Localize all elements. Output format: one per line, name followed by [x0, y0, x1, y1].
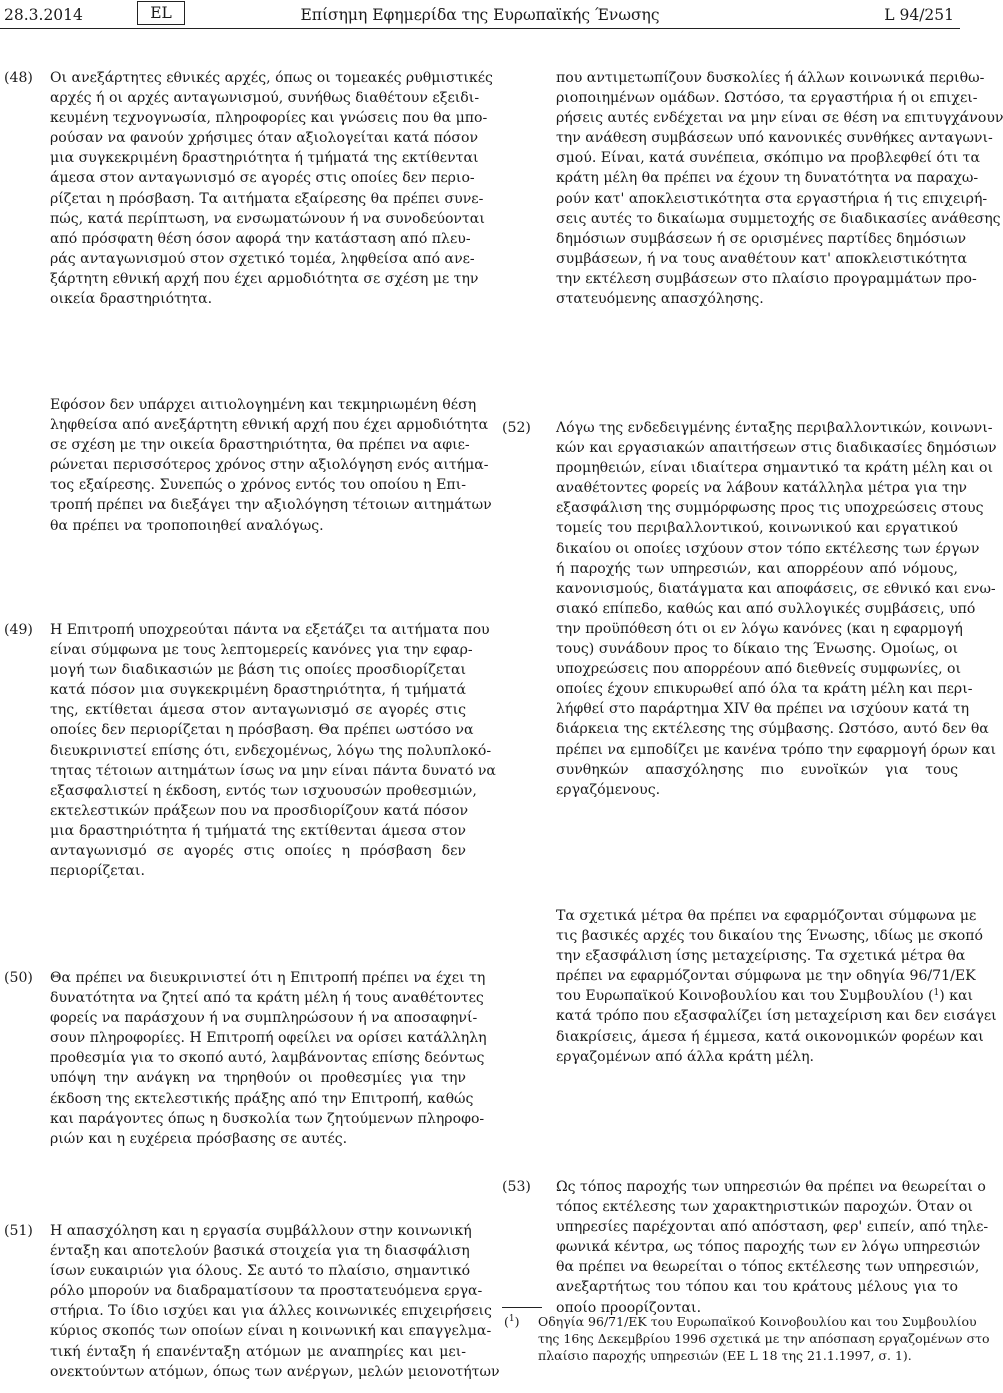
recital-51-text [50, 1221, 500, 1382]
recital-48-continuation [50, 395, 492, 536]
text-line: τική ένταξη ή επανένταξη ατόμων με αναπηρίες και μει- [50, 1343, 466, 1360]
text-line: σμού. Είναι, κατά συνέπεια, σκόπιμο να προβλεφθεί ότι τα [556, 150, 980, 167]
text-line: ρούσαν να φανούν χρήσιμες όταν αξιολογείται κατά πόσον [50, 130, 479, 147]
text-line: κράτη μέλη θα πρέπει να έχουν τη δυνατότητα να παραχω- [556, 170, 979, 187]
text-line: φορείς να παράσχουν ή να συμπληρώσουν ή να αποσαφηνί- [50, 1010, 478, 1027]
recital-number-53: (53) [502, 1179, 531, 1195]
text-line: Εφόσον δεν υπάρχει αιτιολογημένη και τεκμηριωμένη θέση [50, 397, 477, 413]
text-line: της 16ης Δεκεμβρίου 1996 σχετικά με την απόσπαση εργαζομένων στο [538, 1331, 990, 1346]
text-line: τόπος εκτέλεσης των χαρακτηριστικών παροχών. Όταν οι [556, 1199, 973, 1216]
text-line: την ανάθεση συμβάσεων υπό κανονικές συνθήκες ανταγωνι- [556, 130, 993, 147]
footnote-number: 1 [508, 1314, 515, 1324]
text-line: αρχές ή οι αρχές ανταγωνισμού, συνήθως διαθέτουν εξειδι- [50, 90, 480, 107]
text-line: Θα πρέπει να διευκρινιστεί ότι η Επιτροπή πρέπει να έχει τη [50, 970, 486, 986]
text-line: την εκτέλεση συμβάσεων στο πλαίσιο προγραμμάτων προ- [556, 270, 977, 287]
text-line: σε σχέση με την οικεία δραστηριότητα, θα πρέπει να αφιε- [50, 437, 470, 454]
text-line: της, εκτίθεται άμεσα στον ανταγωνισμό σε αγορές στις [50, 702, 466, 719]
text-line: διακρίσεις, άμεσα ή έμμεσα, κατά οικονομικών φορέων και [556, 1028, 984, 1045]
text-line: συμβάσεων, ή να τους αναθέτουν κατ' αποκλειστικότητα [556, 250, 968, 267]
text-line: διευκρινιστεί επίσης ότι, ενδεχομένως, λόγω της πολυπλοκό- [50, 742, 492, 759]
text-line: εργαζομένων από άλλα κράτη μέλη. [556, 1048, 814, 1065]
text-line: εργαζόμενους. [556, 781, 661, 798]
page-header [0, 0, 960, 28]
recital-49-text [50, 620, 496, 881]
text-line: κών και εργασιακών απαιτήσεων στις διαδικασίες δημόσιων [556, 440, 997, 457]
text-line: έκδοση της εκτελεστικής πράξης από την Επιτροπή, καθώς [50, 1090, 474, 1107]
text-line: σεις αυτές το δικαίωμα συμμετοχής σε διαδικασίες ανάθεσης [556, 210, 1001, 227]
footnote-paren: ( [504, 1314, 509, 1329]
text-line: Ως τόπος παροχής των υπηρεσιών θα πρέπει να θεωρείται ο [556, 1179, 986, 1195]
text-line: ριών και η ευχέρεια πρόσβασης σε αυτές. [50, 1130, 348, 1147]
text-line: οποίες δεν περιορίζεται η πρόσβαση. Θα πρέπει ωστόσο να [50, 722, 474, 739]
text-line: κανονισμούς, διατάγματα και αποφάσεις, σε εθνικό και ενω- [556, 580, 996, 597]
text-line: αναθέτοντες φορείς να λάβουν κατάλληλα μέτρα για την [556, 480, 967, 497]
text-line: υπόψη την ανάγκη να τηρηθούν οι προθεσμίες για την [50, 1070, 466, 1087]
text-line: την εξασφάλιση ίσης μεταχείρισης. Τα σχετικά μέτρα θα [556, 948, 966, 965]
footnote-separator [502, 1307, 542, 1308]
text-line: στατευόμενης απασχόλησης. [556, 291, 764, 308]
text-line: ληφθείσα από ανεξάρτητη εθνική αρχή που έχει αρμοδιότητα [50, 417, 489, 434]
text-line: εκτελεστικών πράξεων που να προσδιορίζουν κατά πόσον [50, 802, 469, 819]
text-line: ονεκτούντων ατόμων, όπως των ανέργων, μελών μειονοτήτων [50, 1363, 500, 1380]
text-line: ριοποιημένων ομάδων. Ωστόσο, τα εργαστήρια ή οι επιχει- [556, 90, 978, 107]
recital-53-text [556, 1177, 989, 1318]
text-line: ανεξαρτήτως του τόπου και του κράτους μέλους για το [556, 1279, 958, 1296]
text-line: δυνατότητα να ζητεί από τα κράτη μέλη ή τους αναθέτοντες [50, 990, 484, 1007]
text-line: δικαίου οι οποίες ισχύουν στον τόπο εκτέλεσης των έργων [556, 540, 980, 557]
text-line: σουν πληροφορίες. Η Επιτροπή οφείλει να ορίσει κατάλληλη [50, 1030, 487, 1047]
text-line: τητας τέτοιων αιτημάτων ίσως να μην είναι πάντα δυνατό να [50, 762, 496, 779]
recital-52-continuation [556, 906, 997, 1067]
text-line: θα πρέπει να θεωρείται ο τόπος εκτέλεσης των υπηρεσιών, [556, 1259, 980, 1276]
text-line: ράς ανταγωνισμού στον σχετικό τομέα, ληφθείσα από ανε- [50, 250, 475, 267]
recital-number-52: (52) [502, 420, 531, 436]
text-line: εξασφάλιση της συμμόρφωσης προς τις υποχρεώσεις στους [556, 500, 984, 517]
text-line: Οι ανεξάρτητες εθνικές αρχές, όπως οι τομεακές ρυθμιστικές [50, 70, 493, 86]
journal-title: Επίσημη Εφημερίδα της Ευρωπαϊκής Ένωσης [300, 6, 660, 24]
text-line: ανταγωνισμό σε αγορές στις οποίες η πρόσβαση δεν [50, 843, 466, 860]
header-date: 28.3.2014 [4, 6, 83, 24]
recital-50-text [50, 968, 487, 1149]
text-line: σιακό επίπεδο, καθώς και από συλλογικές συμβάσεις, υπό [556, 600, 976, 617]
recital-number-48: (48) [4, 70, 33, 86]
text-line: μια συγκεκριμένη δραστηριότητα ή τμήματά της εκτίθενται [50, 150, 479, 167]
text-line: οποίες έχουν επικυρωθεί από όλα τα κράτη μέλη και περι- [556, 681, 973, 698]
text-line: ρούν κατ' αποκλειστικότητα στα εργαστήρια ή τις επιχειρή- [556, 190, 988, 207]
text-line: ξάρτητη εθνική αρχή που έχει αρμοδιότητα σε σχέση με την [50, 270, 479, 287]
text-line: τος εξαίρεσης. Συνεπώς ο χρόνος εντός του οποίου η Επι- [50, 477, 466, 494]
text-line: ίσων ευκαιριών για όλους. Σε αυτό το πλαίσιο, σημαντικό [50, 1263, 471, 1280]
text-line: προθεσμία για το σκοπό αυτό, λαμβάνοντας επίσης δεόντως [50, 1050, 485, 1067]
text-line: τις βασικές αρχές του δικαίου της Ένωσης, ιδίως με σκοπό [556, 928, 984, 945]
text-line: ρώνεται περισσότερος χρόνος στην αξιολόγηση ενός αιτήμα- [50, 457, 489, 474]
text-fragment: του Ευρωπαϊκού Κοινοβουλίου και του Συμβουλίου ( [556, 988, 934, 1005]
footnote-marker [504, 1313, 520, 1330]
header-rule [0, 28, 960, 29]
text-line: από πρόσφατη θέση όσον αφορά την κατάσταση από πλευ- [50, 230, 471, 247]
text-line: υπηρεσίες παρέχονται από απόσταση, φερ' ειπείν, από τηλε- [556, 1219, 989, 1236]
text-line: τομείς του περιβαλλοντικού, κοινωνικού και εργατικού [556, 520, 958, 537]
text-line: ρίζεται η πρόσβαση. Τα αιτήματα εξαίρεσης θα πρέπει συνε- [50, 190, 484, 207]
page-reference: L 94/251 [884, 6, 954, 24]
text-line: και παράγοντες όπως η δυσκολία των ζητούμενων πληροφο- [50, 1110, 485, 1127]
text-line: πρέπει να εμποδίζει με κανένα τρόπο την εφαρμογή όρων και [556, 741, 997, 758]
text-line: Τα σχετικά μέτρα θα πρέπει να εφαρμόζονται σύμφωνα με [556, 908, 977, 924]
text-line: ή παροχής των υπηρεσιών, και απορρέουν από νόμους, [556, 560, 958, 577]
text-line: οποίο προορίζονται. [556, 1299, 702, 1316]
footnote-paren: ) [514, 1314, 520, 1329]
text-line: κευμένη τεχνογνωσία, πληροφορίες και γνώσεις που θα μπο- [50, 110, 488, 127]
text-line: οικεία δραστηριότητα. [50, 291, 213, 308]
text-line: άμεσα στον ανταγωνισμό σε αγορές στις οποίες δεν περιο- [50, 170, 475, 187]
text-line: πρέπει να εφαρμόζονται σύμφωνα με την οδηγία 96/71/ΕΚ [556, 968, 976, 985]
text-line: μογή των διαδικασιών με βάση τις οποίες προσδιορίζεται [50, 662, 466, 679]
text-line: λήφθεί στο παράρτημα XIV θα πρέπει να ισχύουν κατά τη [556, 701, 970, 718]
text-line: στήρια. Το ίδιο ισχύει και για άλλες κοινωνικές επιχειρήσεις [50, 1303, 492, 1320]
recital-number-51: (51) [4, 1223, 33, 1239]
recital-number-50: (50) [4, 970, 33, 986]
text-line: Η Επιτροπή υποχρεούται πάντα να εξετάζει τα αιτήματα που [50, 622, 490, 638]
text-line: που αντιμετωπίζουν δυσκολίες ή άλλων κοινωνικά περιθω- [556, 70, 985, 86]
text-line: θα πρέπει να τροποποιηθεί αναλόγως. [50, 517, 324, 534]
text-line: ρόλο μπορούν να διαδραματίσουν τα προστατευόμενα εργα- [50, 1283, 483, 1300]
text-line: Οδηγία 96/71/ΕΚ του Ευρωπαϊκού Κοινοβουλίου και του Συμβουλίου [538, 1314, 977, 1329]
recital-52-text [556, 418, 997, 800]
text-line: μια δραστηριότητα ή τμήματά της εκτίθενται άμεσα στον [50, 822, 466, 839]
text-line: τους) συνάδουν προς το δίκαιο της Ένωσης. Ομοίως, οι [556, 641, 958, 658]
text-line: τροπή πρέπει να διεξάγει την αξιολόγηση τέτοιων αιτημάτων [50, 497, 492, 514]
text-line: εξασφαλιστεί η έκδοση, εντός των ισχυουσών προθεσμιών, [50, 782, 477, 799]
text-line: Η απασχόληση και η εργασία συμβάλλουν στην κοινωνική [50, 1223, 472, 1239]
text-line: ένταξη και αποτελούν βασικά στοιχεία για τη διασφάλιση [50, 1243, 470, 1260]
text-line: κατά πόσον μια συγκεκριμένη δραστηριότητα, ή τμήματά [50, 682, 466, 699]
footnote-reference[interactable]: 1 [933, 988, 940, 999]
text-line: ρήσεις αυτές ενδέχεται να μην είναι σε θέση να επιτυγχάνουν [556, 110, 1003, 127]
language-badge: EL [137, 1, 185, 25]
text-line: Λόγω της ενδεδειγμένης ένταξης περιβαλλοντικών, κοινωνι- [556, 420, 993, 436]
text-line: υποχρεώσεις που απορρέουν από διεθνείς συμφωνίες, οι [556, 661, 962, 678]
text-fragment: ) και [939, 988, 974, 1005]
text-line: πλαίσιο παροχής υπηρεσιών (ΕΕ L 18 της 21.1.1997, σ. 1). [538, 1348, 912, 1363]
text-line-with-footnote-ref [556, 986, 974, 1006]
text-line: διάρκεια της εκτέλεσης της σύμβασης. Ωστόσο, αυτό δεν θα [556, 721, 989, 738]
text-line: προμηθειών, είναι ιδιαίτερα σημαντικό τα κράτη μέλη και οι [556, 460, 994, 477]
footnote-text [538, 1313, 990, 1364]
recital-51-continuation [556, 68, 1003, 309]
text-line: δημόσιων συμβάσεων ή σε ορισμένες παρτίδες δημόσιων [556, 230, 967, 247]
text-line: είναι σύμφωνα με τους λεπτομερείς κανόνες για την εφαρ- [50, 642, 473, 659]
text-line: την προϋπόθεση ότι οι εν λόγω κανόνες (και η εφαρμογή [556, 620, 963, 637]
recital-48-text [50, 68, 493, 309]
text-line: κατά τρόπο που εξασφαλίζει ίση μεταχείριση και δεν εισάγει [556, 1008, 997, 1025]
text-line: περιορίζεται. [50, 863, 145, 880]
text-line: πώς, κατά περίπτωση, να ενσωματώνουν ή να συνοδεύονται [50, 210, 485, 227]
recital-number-49: (49) [4, 622, 33, 638]
text-line: κύριος σκοπός των οποίων είναι η κοινωνική και επαγγελμα- [50, 1323, 492, 1340]
text-line: συνθηκών απασχόλησης πιο ευνοϊκών για τους [556, 761, 958, 778]
text-line: φωνικά κέντρα, ως τόπος παροχής των εν λόγω υπηρεσιών [556, 1239, 981, 1256]
